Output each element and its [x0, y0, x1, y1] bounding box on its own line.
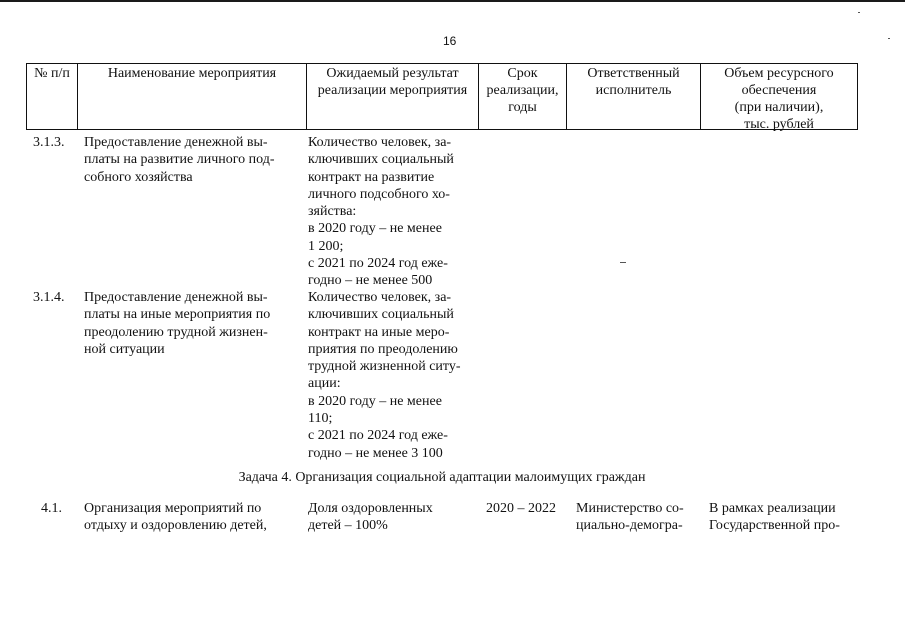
header-result: Ожидаемый результат реализации мероприятия	[317, 66, 468, 98]
row-4-1-executor: Министерство со- циально-демогра-	[576, 501, 684, 534]
row-4-1-num: 4.1.	[41, 501, 62, 516]
page-number: 16	[443, 34, 457, 48]
row-3-1-3-result: Количество человек, за- ключивших социальный контракт на развитие личного подсобного хо- зяйства: в 2020 году – не менее 1 200; с 2021 по 2024 год еже- годно – не менее 500	[308, 135, 454, 289]
task-4-heading: Задача 4. Организация социальной адаптации малоимущих граждан	[238, 470, 646, 485]
row-3-1-4-num: 3.1.4.	[33, 290, 65, 305]
scan-speck	[858, 12, 860, 13]
header-num: № п/п	[34, 66, 70, 81]
row-4-1-name: Организация мероприятий по отдыху и оздоровлению детей,	[84, 501, 267, 534]
row-3-1-4-name: Предоставление денежной вы- платы на иные мероприятия по преодолению трудной жизнен- ной ситуации	[84, 290, 271, 357]
header-term: Срок реализации, годы	[486, 66, 559, 115]
row-3-1-3-num: 3.1.3.	[33, 135, 65, 150]
row-4-1-resources: В рамках реализации Государственной про-	[709, 501, 840, 534]
row-4-1-result: Доля оздоровленных детей – 100%	[308, 501, 433, 534]
row-4-1-term: 2020 – 2022	[486, 501, 556, 516]
row-3-1-4-result: Количество человек, за- ключивших социальный контракт на иные меро- приятия по преодолению трудной жизненной ситу- ации: в 2020 году – не менее 110; с 2021 по 2024 год еже- годно – не менее 3 100	[308, 290, 461, 461]
scan-speck	[620, 262, 626, 263]
scan-top-edge	[0, 0, 905, 2]
row-3-1-3-name: Предоставление денежной вы- платы на развитие личного под- собного хозяйства	[84, 135, 275, 185]
table-header	[26, 63, 858, 130]
scan-speck	[888, 38, 890, 39]
header-name: Наименование мероприятия	[107, 66, 277, 81]
header-executor: Ответственный исполнитель	[587, 66, 680, 98]
header-resources: Объем ресурсного обеспечения (при наличии), тыс. рублей	[724, 66, 834, 132]
